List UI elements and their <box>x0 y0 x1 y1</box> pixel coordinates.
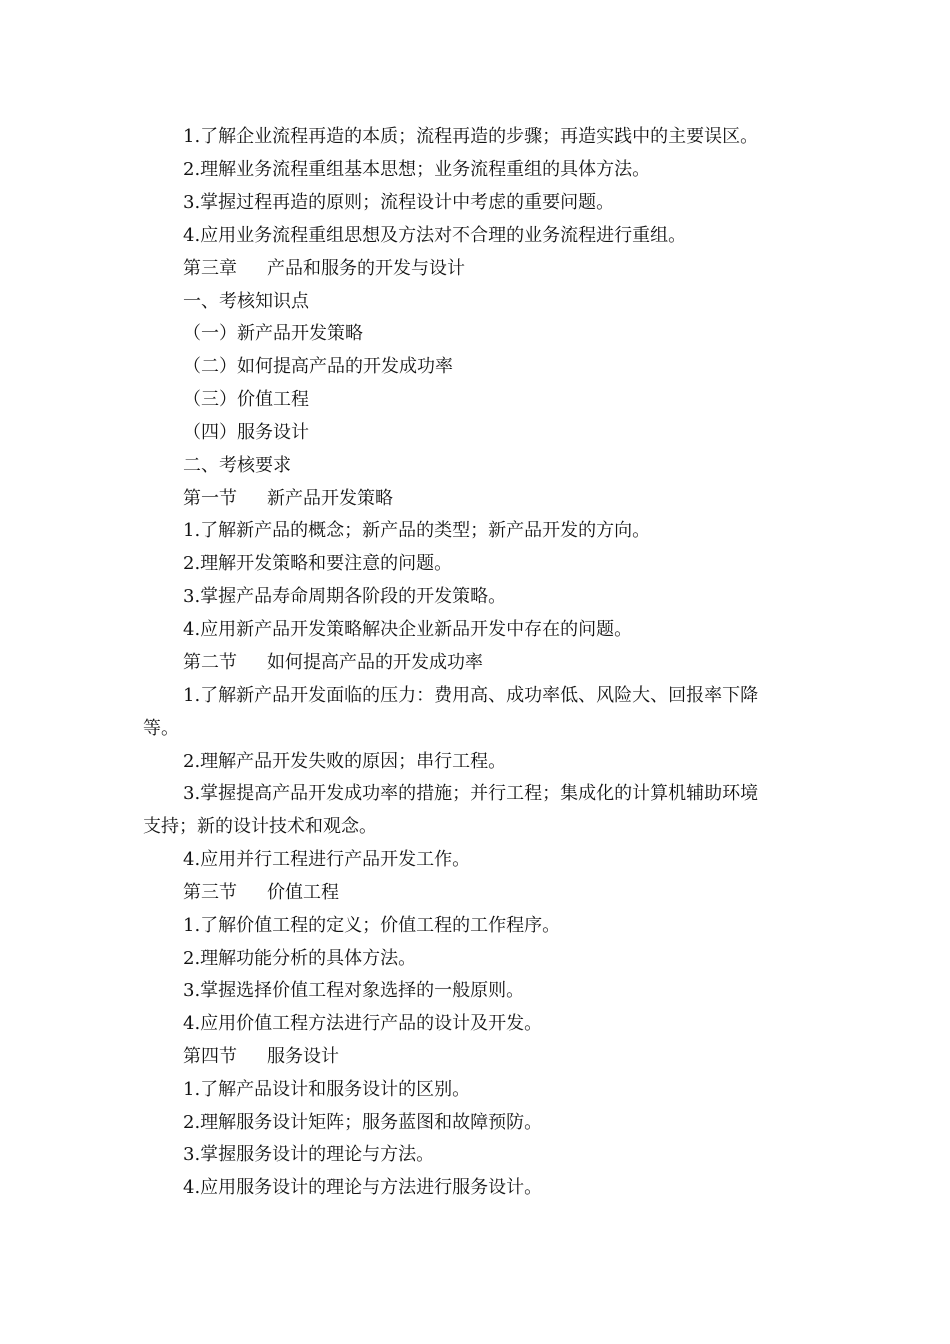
subsection-title: 如何提高产品的开发成功率 <box>267 652 483 673</box>
list-item: 4.应用服务设计的理论与方法进行服务设计。 <box>183 1177 543 1198</box>
section-heading: 二、考核要求 <box>183 455 291 476</box>
list-item: （二）如何提高产品的开发成功率 <box>183 356 453 377</box>
list-item: 2.理解服务设计矩阵；服务蓝图和故障预防。 <box>183 1112 543 1133</box>
list-item: 3.掌握服务设计的理论与方法。 <box>183 1144 435 1165</box>
subsection-title: 新产品开发策略 <box>267 488 393 509</box>
list-item: 1.了解新产品的概念；新产品的类型；新产品开发的方向。 <box>183 520 651 541</box>
subsection-title: 价值工程 <box>267 882 339 903</box>
subsection-label: 第三节 <box>183 882 237 903</box>
list-item: 1.了解新产品开发面临的压力：费用高、成功率低、风险大、回报率下降 <box>183 685 759 706</box>
list-item: 4.应用业务流程重组思想及方法对不合理的业务流程进行重组。 <box>183 225 687 246</box>
list-item: （四）服务设计 <box>183 422 309 443</box>
list-item: 1.了解企业流程再造的本质；流程再造的步骤；再造实践中的主要误区。 <box>183 126 759 147</box>
list-item: 4.应用并行工程进行产品开发工作。 <box>183 849 471 870</box>
list-item: 3.掌握产品寿命周期各阶段的开发策略。 <box>183 586 507 607</box>
subsection-heading <box>183 881 339 905</box>
list-item: 1.了解价值工程的定义；价值工程的工作程序。 <box>183 915 561 936</box>
subsection-heading <box>183 651 483 675</box>
list-item: 3.掌握过程再造的原则；流程设计中考虑的重要问题。 <box>183 192 615 213</box>
chapter-heading <box>183 257 465 281</box>
subsection-title: 服务设计 <box>267 1046 339 1067</box>
list-item: 4.应用新产品开发策略解决企业新品开发中存在的问题。 <box>183 619 633 640</box>
list-item: 2.理解产品开发失败的原因；串行工程。 <box>183 751 507 772</box>
section-heading: 一、考核知识点 <box>183 291 309 312</box>
list-item: （三）价值工程 <box>183 389 309 410</box>
list-item-continuation: 等。 <box>143 718 179 739</box>
list-item: 3.掌握选择价值工程对象选择的一般原则。 <box>183 980 525 1001</box>
list-item: 2.理解业务流程重组基本思想；业务流程重组的具体方法。 <box>183 159 651 180</box>
subsection-heading <box>183 487 393 511</box>
list-item: 2.理解开发策略和要注意的问题。 <box>183 553 453 574</box>
subsection-label: 第一节 <box>183 488 237 509</box>
subsection-label: 第二节 <box>183 652 237 673</box>
list-item: 4.应用价值工程方法进行产品的设计及开发。 <box>183 1013 543 1034</box>
chapter-label: 第三章 <box>183 258 237 279</box>
list-item: 3.掌握提高产品开发成功率的措施；并行工程；集成化的计算机辅助环境 <box>183 783 759 804</box>
list-item: （一）新产品开发策略 <box>183 323 363 344</box>
list-item: 2.理解功能分析的具体方法。 <box>183 948 417 969</box>
list-item: 1.了解产品设计和服务设计的区别。 <box>183 1079 471 1100</box>
list-item-continuation: 支持；新的设计技术和观念。 <box>143 816 377 837</box>
subsection-heading <box>183 1045 339 1069</box>
chapter-title: 产品和服务的开发与设计 <box>267 258 465 279</box>
subsection-label: 第四节 <box>183 1046 237 1067</box>
